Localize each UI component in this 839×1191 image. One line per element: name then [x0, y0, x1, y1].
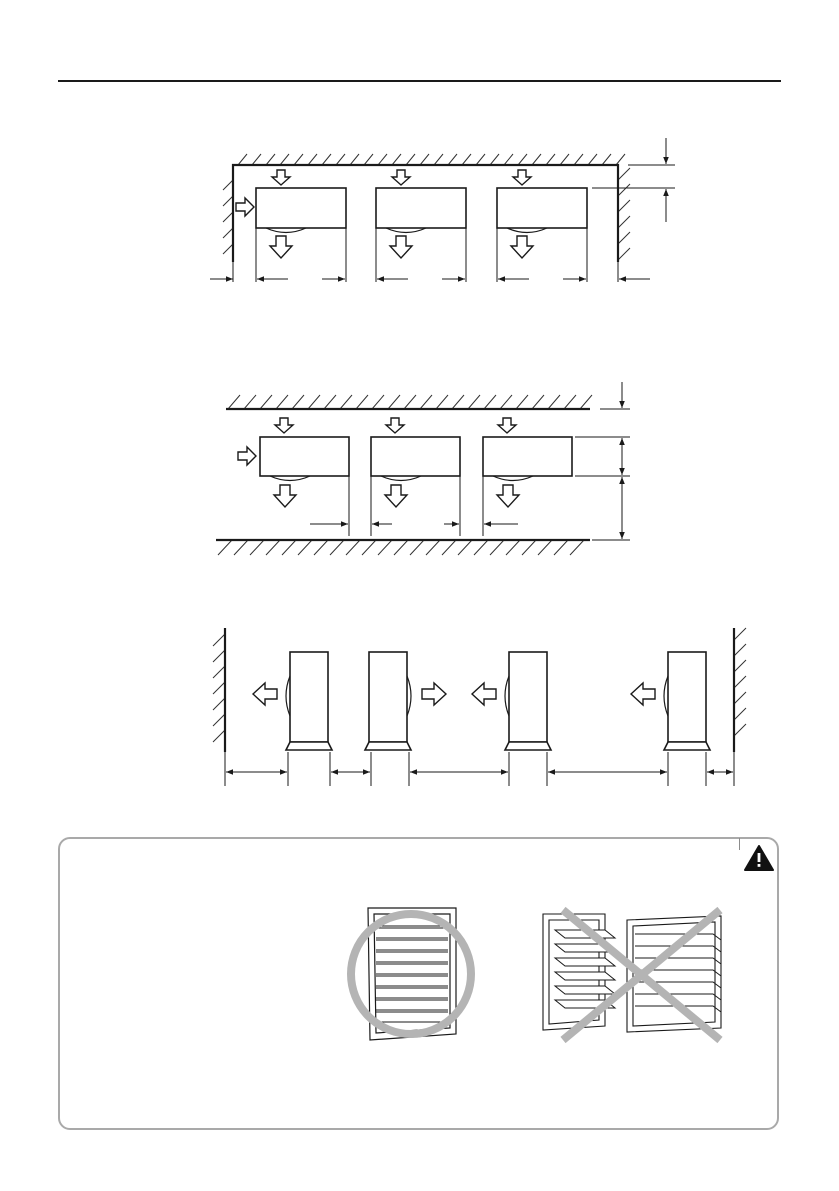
bottom-wall-hatch — [218, 540, 584, 555]
ceiling-hatch — [238, 154, 625, 165]
warning-triangle-icon — [743, 844, 775, 872]
unit-3 — [483, 437, 572, 476]
figure-wall-ceiling-layout — [0, 0, 839, 300]
side-units — [286, 652, 710, 750]
indoor-units — [256, 188, 587, 233]
side-dimension-lines — [225, 752, 734, 786]
indoor-units-2 — [260, 437, 572, 481]
correct-louver-figure — [340, 900, 490, 1050]
right-wall-hatch — [618, 168, 630, 260]
side-unit-2 — [369, 652, 407, 742]
wrong-louver-figure — [535, 900, 750, 1050]
side-unit-3 — [509, 652, 547, 742]
left-wall-hatch — [223, 180, 233, 254]
dimension-lines-2 — [310, 382, 630, 540]
left-wall-hatch — [213, 634, 225, 742]
unit-1 — [256, 188, 346, 228]
side-unit-4 — [668, 652, 706, 742]
corner-tick — [739, 838, 740, 850]
top-wall-hatch — [228, 395, 592, 409]
side-unit-1 — [290, 652, 328, 742]
unit-2 — [376, 188, 466, 228]
figure-side-view-layout — [0, 610, 839, 810]
unit-3 — [497, 188, 587, 228]
unit-2 — [371, 437, 460, 476]
unit-1 — [260, 437, 349, 476]
right-wall-hatch — [734, 628, 746, 736]
figure-between-walls-layout — [0, 370, 839, 570]
